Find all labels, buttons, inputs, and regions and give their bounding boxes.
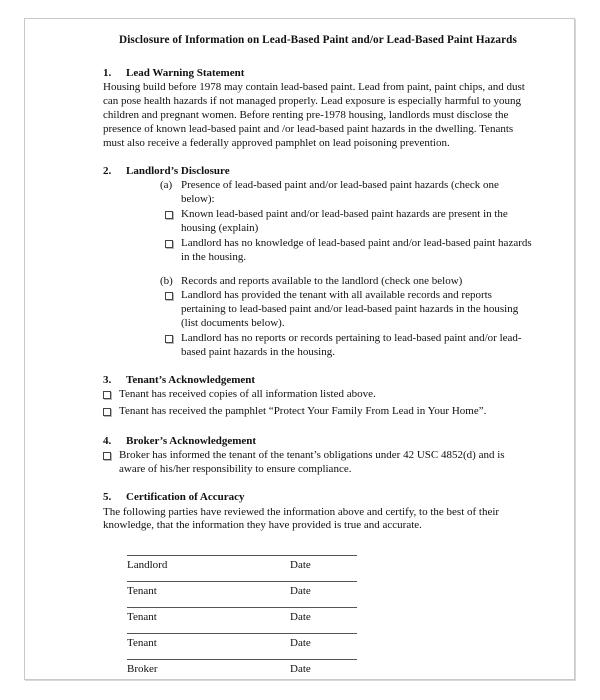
section-1-title: Lead Warning Statement bbox=[126, 67, 245, 79]
section-4-title: Broker’s Acknowledgement bbox=[126, 435, 257, 448]
signature-party-label: Landlord bbox=[127, 559, 168, 572]
empty-checkbox-icon[interactable] bbox=[165, 289, 181, 331]
signature-row[interactable] bbox=[127, 607, 357, 633]
signature-party-label: Tenant bbox=[127, 585, 157, 598]
checkbox-label: Landlord has no knowledge of lead-based paint and/or lead-based paint hazards in the housing. bbox=[181, 236, 532, 263]
empty-checkbox-icon[interactable] bbox=[165, 237, 181, 265]
section-landlord-disclosure bbox=[103, 164, 533, 360]
checkbox-row[interactable] bbox=[165, 208, 533, 236]
empty-checkbox-icon[interactable] bbox=[103, 405, 119, 421]
signature-row[interactable] bbox=[127, 659, 357, 685]
empty-checkbox-icon[interactable] bbox=[165, 332, 181, 360]
signature-row[interactable] bbox=[127, 581, 357, 607]
signature-party-label: Tenant bbox=[127, 637, 157, 650]
section-1-number: 1. bbox=[103, 67, 112, 79]
signature-date-label: Date bbox=[290, 585, 311, 598]
section-5-title: Certification of Accuracy bbox=[126, 491, 245, 504]
checkbox-row[interactable] bbox=[165, 237, 533, 265]
checkbox-row[interactable] bbox=[103, 449, 533, 477]
section-3-title: Tenant’s Acknowledgement bbox=[126, 374, 256, 386]
document-page bbox=[24, 18, 575, 680]
item-b-marker: (b) bbox=[160, 274, 173, 287]
checkbox-label: Tenant has received copies of all information listed above. bbox=[119, 388, 376, 401]
document-content bbox=[103, 33, 533, 685]
section-3-number: 3. bbox=[103, 374, 112, 386]
signature-party-label: Broker bbox=[127, 663, 158, 676]
section-2-number: 2. bbox=[103, 164, 112, 177]
signature-date-label: Date bbox=[290, 559, 311, 572]
section-certification-of-accuracy bbox=[103, 490, 533, 533]
section-5-paragraph: The following parties have reviewed the information above and certify, to the best of their knowledge, that the information they have provided is true and accurate. bbox=[103, 505, 500, 532]
item-b-text: Records and reports available to the landlord (check one below) bbox=[181, 274, 463, 287]
section-4-heading bbox=[103, 434, 533, 448]
checkbox-row[interactable] bbox=[103, 405, 533, 421]
page-title: Disclosure of Information on Lead-Based Paint and/or Lead-Based Paint Hazards bbox=[119, 34, 517, 46]
signature-row[interactable] bbox=[127, 555, 357, 581]
signature-party-label: Tenant bbox=[127, 611, 157, 624]
signature-date-label: Date bbox=[290, 637, 311, 650]
signature-date-label: Date bbox=[290, 663, 311, 676]
signature-date-label: Date bbox=[290, 611, 311, 624]
section-lead-warning-statement bbox=[103, 66, 533, 151]
section-2-title: Landlord’s Disclosure bbox=[126, 164, 230, 177]
spacer bbox=[103, 265, 533, 275]
checkbox-label: Landlord has no reports or records pertaining to lead-based paint and/or lead-based paint hazards in the housing. bbox=[181, 332, 522, 359]
item-a-text: Presence of lead-based paint and/or lead-based paint hazards (check one below): bbox=[181, 179, 499, 206]
section-5-number: 5. bbox=[103, 491, 112, 504]
checkbox-label: Tenant has received the pamphlet “Protect Your Family From Lead in Your Home”. bbox=[119, 405, 487, 418]
empty-checkbox-icon[interactable] bbox=[165, 208, 181, 236]
section-5-heading bbox=[103, 490, 533, 504]
checkbox-label: Known lead-based paint and/or lead-based paint hazards are present in the housing (explain) bbox=[181, 207, 508, 234]
empty-checkbox-icon[interactable] bbox=[103, 449, 119, 477]
checkbox-label: Landlord has provided the tenant with all available records and reports pertaining to lead-based paint and/or lead-based paint hazards in the housing (list documents below). bbox=[181, 289, 519, 330]
checkbox-row[interactable] bbox=[165, 289, 533, 331]
section-3-heading bbox=[103, 373, 533, 387]
checkbox-row[interactable] bbox=[103, 388, 533, 404]
section-broker-acknowledgement bbox=[103, 434, 533, 477]
signature-row[interactable] bbox=[127, 633, 357, 659]
empty-checkbox-icon[interactable] bbox=[103, 388, 119, 404]
checkbox-row[interactable] bbox=[165, 332, 533, 360]
item-a-marker: (a) bbox=[160, 179, 173, 192]
checkbox-label: Broker has informed the tenant of the tenant’s obligations under 42 USC 4852(d) and is aware of his/her responsibility to ensure compliance. bbox=[119, 449, 505, 476]
section-tenant-acknowledgement bbox=[103, 373, 533, 421]
section-4-number: 4. bbox=[103, 435, 112, 448]
section-1-heading bbox=[103, 66, 533, 80]
section-2-heading bbox=[103, 164, 533, 178]
signature-block bbox=[127, 555, 357, 685]
item-a bbox=[160, 179, 533, 207]
section-1-paragraph: Housing build before 1978 may contain lead-based paint. Lead from paint, paint chips, and dust can pose health hazards if not managed properly. Lead exposure is especially harmful to young children and pregnant women. Before renting pre-1978 housing, landlords must disclose the presence of known lead-based paint and /or lead-based paint hazards in the dwelling. Tenants must also receive a federally approved pamphlet on lead poisoning prevention. bbox=[103, 81, 525, 149]
item-b bbox=[160, 275, 533, 289]
